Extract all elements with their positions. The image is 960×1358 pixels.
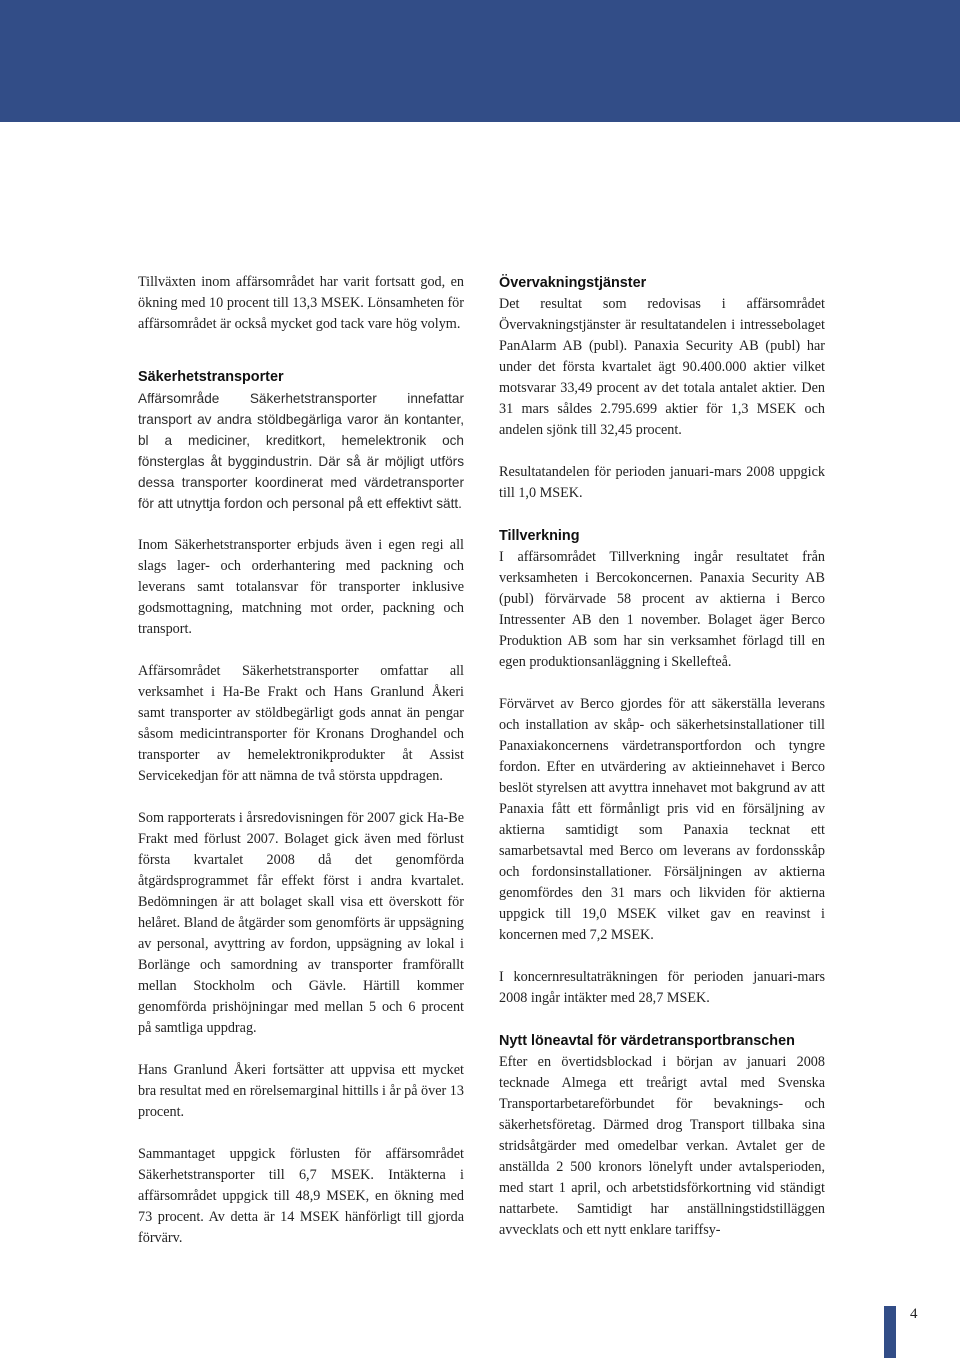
page-marker-bar xyxy=(884,1306,896,1358)
body-paragraph: Hans Granlund Åkeri fortsätter att uppvisa ett mycket bra resultat med en rörelsemarginal hittills i år på över 13 procent. xyxy=(138,1062,464,1120)
left-column xyxy=(138,272,464,1270)
header-band xyxy=(0,0,960,122)
tillverkning-paragraph: I koncernresultaträkningen för perioden januari-mars 2008 ingår intäkter med 28,7 MSEK. xyxy=(499,969,825,1006)
tillverkning-paragraph: Förvärvet av Berco gjordes för att säkerställa leverans och installation av skåp- och säkerhetsinstallationer till Panaxiakoncernens värdetransportfordon och tyngre fordon. Efter en utvärdering av aktieinnehavet i Berco beslöt styrelsen att avyttra innehavet mot bakgrund av att Panaxia fått ett förmånligt pris vid en försäljning av aktierna samtidigt som Panaxia tecknat ett samarbetsavtal med Berco om leverans av fordonsskåp och fordonsinstallationer. Försäljningen av aktierna genomfördes den 31 mars och likviden för aktierna uppgick till 19,0 MSEK vilket gav en reavinst i koncernen med 7,2 MSEK. xyxy=(499,696,825,943)
intro-paragraph: Tillväxten inom affärsområdet har varit fortsatt god, en ökning med 10 procent till 13,3 MSEK. Lönsamheten för affärsområdet är också mycket god tack vare hög volym. xyxy=(138,274,464,332)
tillverkning-paragraph: I affärsområdet Tillverkning ingår resultatet från verksamheten i Bercokoncernen. Panaxia Security AB (publ) förvärvade 58 procent av aktierna i Berco Intressenter AB den 1 november. Bolaget äger Berco Produktion AB som har sin verksamhet förlagd till en egen produktionsanläggning i Skellefteå. xyxy=(499,549,825,670)
section-heading-sakerhetstransporter: Säkerhetstransporter xyxy=(138,369,284,385)
body-paragraph: Inom Säkerhetstransporter erbjuds även i egen regi all slags lager- och orderhantering med packning och leverans samt totalansvar för transporter inklusive godsmottagning, matchning mot order, packning och transport. xyxy=(138,537,464,637)
page-number: 4 xyxy=(910,1306,918,1322)
section-heading-loneavtal: Nytt löneavtal för värdetransportbranschen xyxy=(499,1033,795,1049)
section-heading-tillverkning: Tillverkning xyxy=(499,528,580,544)
loneavtal-text: Efter en övertidsblockad i början av januari 2008 tecknade Almega ett treårigt avtal med Svenska Transportarbetareförbundet för bevaknings- och säkerhetsföretag. Därmed drog Transport tillbaka sina stridsåtgärder med omedelbar verkan. Avtalet ger de anställda 2 500 kronors lönelyft under avtalsperioden, med start 1 april, och arbetstidsförkortning vid ständigt nattarbete. Samtidigt har anställningstidstilläggen avvecklats och ett nytt enklare tariffsy- xyxy=(499,1054,825,1238)
body-paragraph: Affärsområdet Säkerhetstransporter omfattar all verksamhet i Ha-Be Frakt och Hans Granlund Åkeri samt transporter av stöldbegärligt gods annat än pengar såsom medicintransporter för Kronans Droghandel och transporter av hemelektronikprodukter åt Assist Servicekedjan för att nämna de två största uppdragen. xyxy=(138,663,464,784)
overvakningstjanster-text: Det resultat som redovisas i affärsområdet Övervakningstjänster är resultatandelen i intressebolaget PanAlarm AB (publ). Panaxia Security AB (publ) har under det första kvartalet ägt 90.400.000 aktier vilket motsvarar 33,49 procent av det totala antalet aktier. Den 31 mars såldes 2.795.699 aktier för 1,3 MSEK och andelen sjönk till 32,45 procent. xyxy=(499,296,825,438)
overvakningstjanster-result: Resultatandelen för perioden januari-mars 2008 uppgick till 1,0 MSEK. xyxy=(499,464,825,501)
body-paragraph: Som rapporterats i årsredovisningen för 2007 gick Ha-Be Frakt med förlust 2007. Bolaget gick även med förlust första kvartalet 2008 då det genomförda åtgärdsprogrammet får effekt först i andra kvartalet. Bedömningen är att bolaget skall visa ett överskott för helåret. Bland de åtgärder som genomförts är uppsägning av personal, avyttring av fordon, uppsägning av lokal i Borlänge och samordning av transporter framförallt mellan Stockholm och Gävle. Härtill kommer genomförda prishöjningar med mellan 5 och 6 procent på samtliga uppdrag. xyxy=(138,810,464,1036)
body-paragraph: Sammantaget uppgick förlusten för affärsområdet Säkerhetstransporter till 6,7 MSEK. Intäkterna i affärsområdet uppgick till 48,9 MSEK, en ökning med 73 procent. Av detta är 14 MSEK hänförligt till gjorda förvärv. xyxy=(138,1146,464,1246)
sakerhetstransporter-intro: Affärsområde Säkerhetstransporter innefattar transport av andra stöldbegärliga varor än kontanter, bl a mediciner, kreditkort, hemelektronik och fönsterglas åt byggindustrin. Där så är möjligt utförs dessa transporter koordinerat med värdetransporter för att utnyttja fordon och personal på ett effektivt sätt. xyxy=(138,391,464,511)
section-heading-overvakningstjanster: Övervakningstjänster xyxy=(499,275,647,291)
right-column xyxy=(499,272,825,1262)
